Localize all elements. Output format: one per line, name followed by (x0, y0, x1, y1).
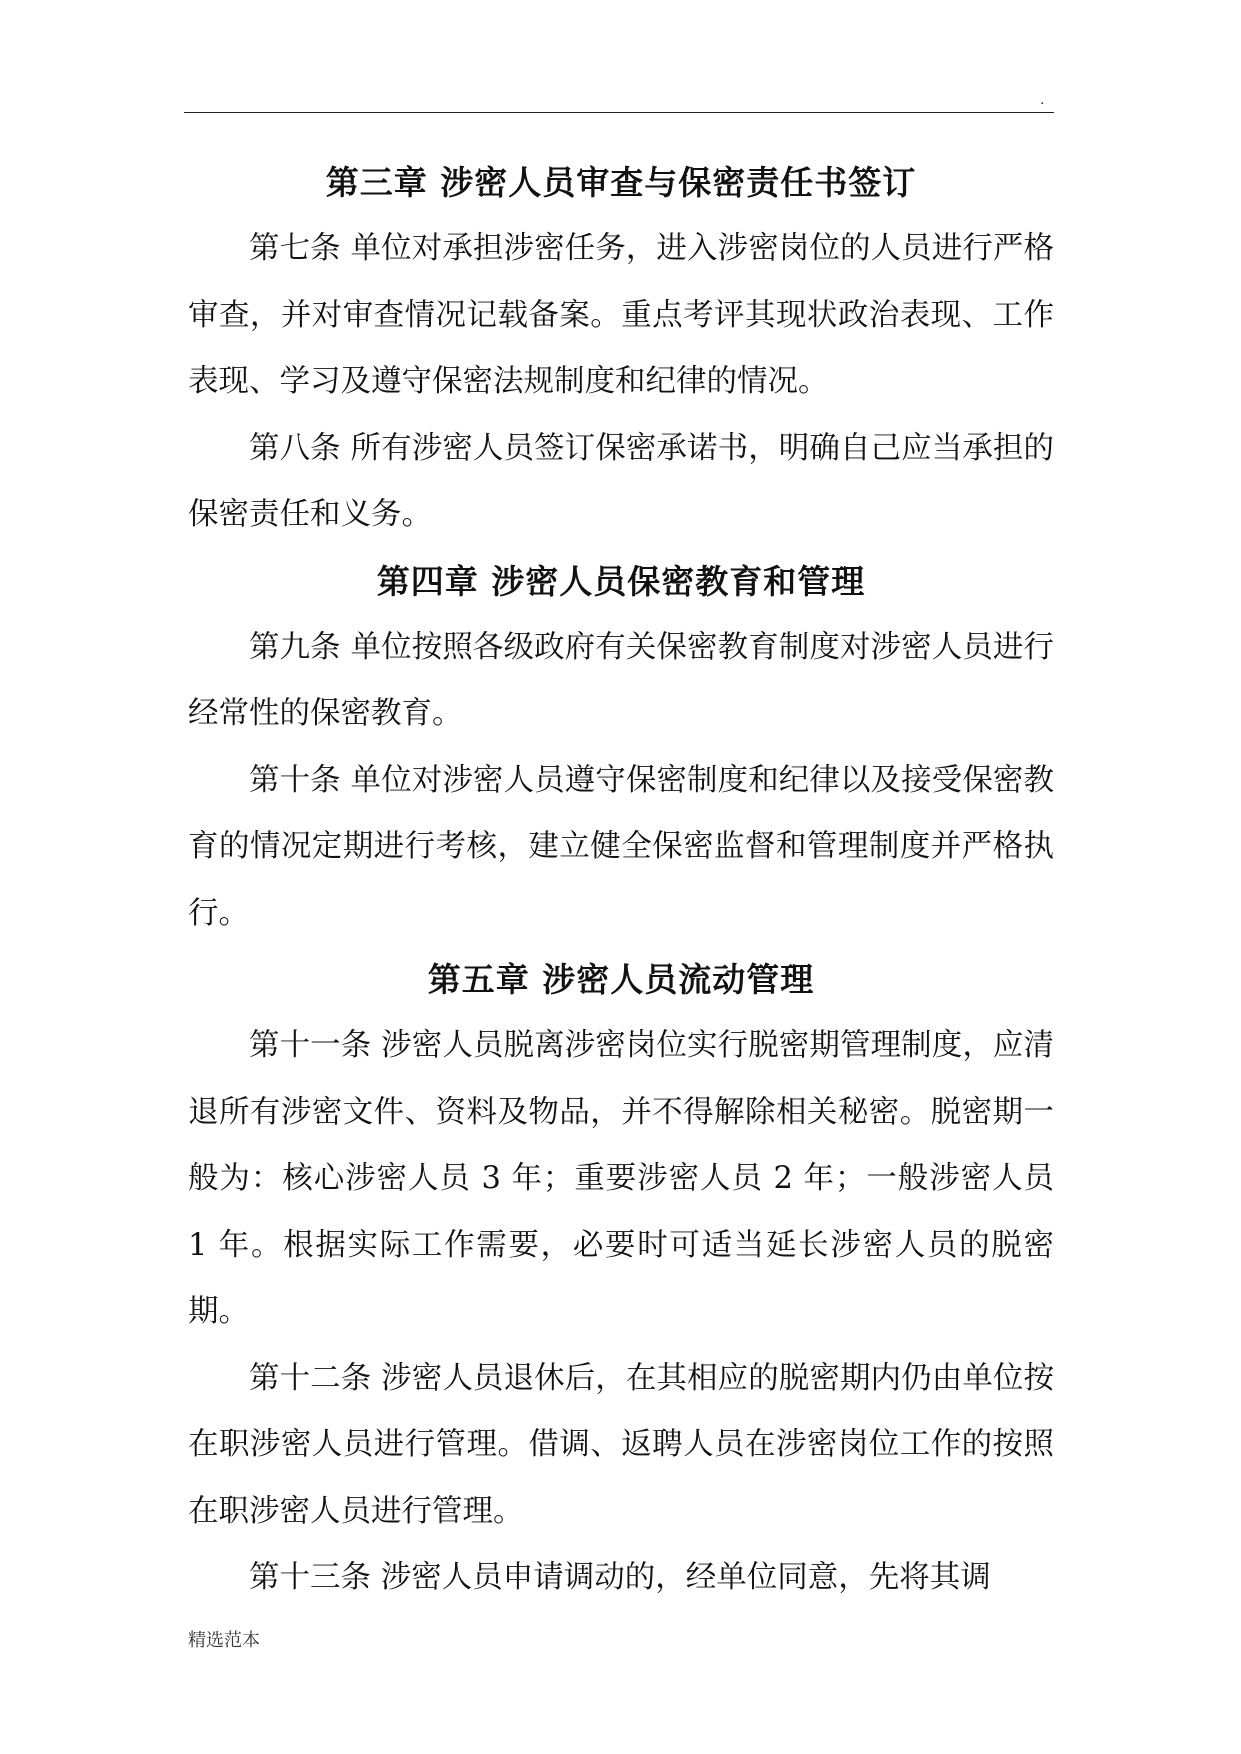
chapter-3-title: 第三章 涉密人员审查与保密责任书签订 (325, 163, 917, 202)
document-body (188, 150, 1054, 1612)
chapter-4-title: 第四章 涉密人员保密教育和管理 (376, 561, 866, 601)
chapter-5-title: 第五章 涉密人员流动管理 (427, 960, 815, 999)
article-9: 第九条 单位按照各级政府有关保密教育制度对涉密人员进行经常性的保密教育。 (188, 629, 1054, 731)
article-13: 第十三条 涉密人员申请调动的，经单位同意，先将其调 (249, 1560, 991, 1595)
footer-text: 精选范本 (188, 1630, 260, 1651)
article-10: 第十条 单位对涉密人员遵守保密制度和纪律以及接受保密教育的情况定期进行考核，建立健全保密监督和管理制度并严格执行。 (188, 762, 1054, 931)
article-8: 第八条 所有涉密人员签订保密承诺书，明确自己应当承担的保密责任和义务。 (188, 430, 1054, 532)
article-12: 第十二条 涉密人员退休后，在其相应的脱密期内仍由单位按在职涉密人员进行管理。借调、返聘人员在涉密岗位工作的按照在职涉密人员进行管理。 (188, 1360, 1054, 1529)
article-7: 第七条 单位对承担涉密任务，进入涉密岗位的人员进行严格审查，并对审查情况记载备案。重点考评其现状政治表现、工作表现、学习及遵守保密法规制度和纪律的情况。 (188, 231, 1054, 399)
header-rule (184, 112, 1054, 113)
header-mark: . (1040, 92, 1045, 108)
article-11: 第十一条 涉密人员脱离涉密岗位实行脱密期管理制度，应清退所有涉密文件、资料及物品，并不得解除相关秘密。脱密期一般为：核心涉密人员 3 年；重要涉密人员 2 年；一般涉密人员 1 年。根据实际工作需要，必要时可适当延长涉密人员的脱密期。 (188, 1028, 1054, 1329)
